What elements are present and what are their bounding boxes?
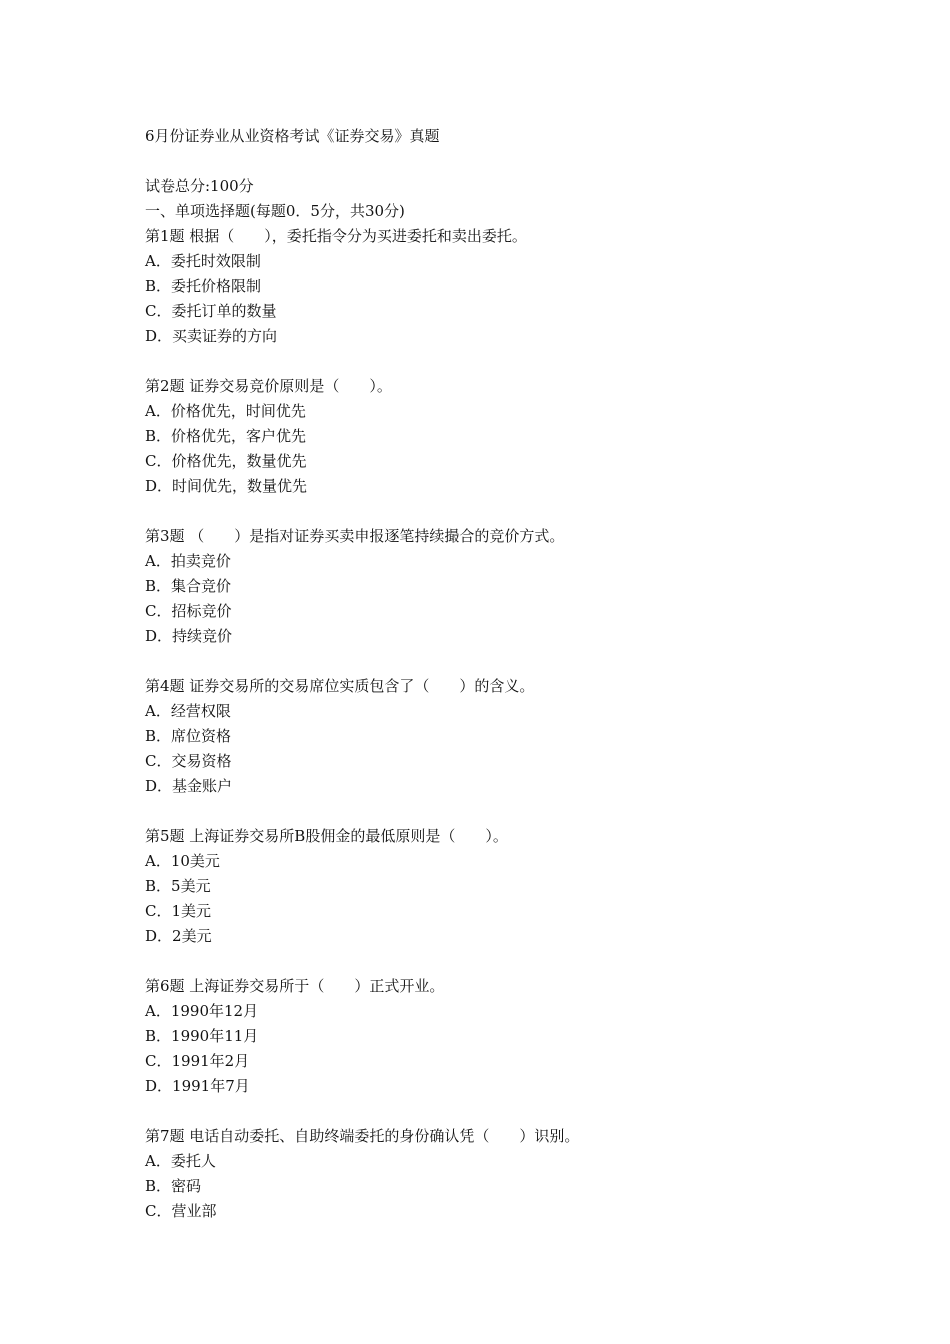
option-d: D．2美元	[145, 927, 212, 945]
section-title: 一、单项选择题(每题0．5分，共30分)	[145, 202, 405, 220]
option-c: C．交易资格	[145, 752, 232, 770]
question-7	[145, 1124, 845, 1224]
option-d: D．1991年7月	[145, 1077, 250, 1095]
option-b: B．委托价格限制	[145, 277, 262, 295]
option-a: A．1990年12月	[145, 1002, 259, 1020]
question-prompt: 第4题 证券交易所的交易席位实质包含了（ ）的含义。	[145, 677, 535, 695]
option-d: D．时间优先，数量优先	[145, 477, 308, 495]
option-c: C．1991年2月	[145, 1052, 250, 1070]
question-6	[145, 974, 845, 1099]
question-prompt: 第7题 电话自动委托、自助终端委托的身份确认凭（ ）识别。	[145, 1127, 580, 1145]
option-b: B．密码	[145, 1177, 202, 1195]
option-d: D．买卖证券的方向	[145, 327, 278, 345]
option-a: A．拍卖竞价	[145, 552, 231, 570]
question-prompt: 第3题 （ ）是指对证券买卖申报逐笔持续撮合的竞价方式。	[145, 527, 565, 545]
option-c: C．1美元	[145, 902, 212, 920]
option-a: A．10美元	[145, 852, 220, 870]
question-2	[145, 374, 845, 499]
question-4	[145, 674, 845, 799]
question-1	[145, 224, 845, 349]
option-a: A．价格优先，时间优先	[145, 402, 306, 420]
option-a: A．经营权限	[145, 702, 231, 720]
option-a: A．委托人	[145, 1152, 216, 1170]
question-prompt: 第6题 上海证券交易所于（ ）正式开业。	[145, 977, 445, 995]
option-b: B．5美元	[145, 877, 211, 895]
option-c: C．委托订单的数量	[145, 302, 277, 320]
question-prompt: 第1题 根据（ ），委托指令分为买进委托和卖出委托。	[145, 227, 527, 245]
total-score: 试卷总分:100分	[145, 177, 254, 195]
question-5	[145, 824, 845, 949]
spacer	[145, 149, 845, 174]
question-prompt: 第2题 证券交易竞价原则是（ ）。	[145, 377, 392, 395]
question-3	[145, 524, 845, 649]
option-c: C．营业部	[145, 1202, 217, 1220]
option-a: A．委托时效限制	[145, 252, 261, 270]
option-b: B．集合竞价	[145, 577, 232, 595]
option-c: C．价格优先，数量优先	[145, 452, 307, 470]
document-body	[145, 124, 845, 1249]
option-b: B．价格优先，客户优先	[145, 427, 307, 445]
option-d: D．基金账户	[145, 777, 233, 795]
option-b: B．1990年11月	[145, 1027, 259, 1045]
document-title: 6月份证券业从业资格考试《证券交易》真题	[145, 127, 440, 145]
option-d: D．持续竞价	[145, 627, 233, 645]
option-c: C．招标竞价	[145, 602, 232, 620]
question-prompt: 第5题 上海证券交易所B股佣金的最低原则是（ ）。	[145, 827, 508, 845]
option-b: B．席位资格	[145, 727, 232, 745]
